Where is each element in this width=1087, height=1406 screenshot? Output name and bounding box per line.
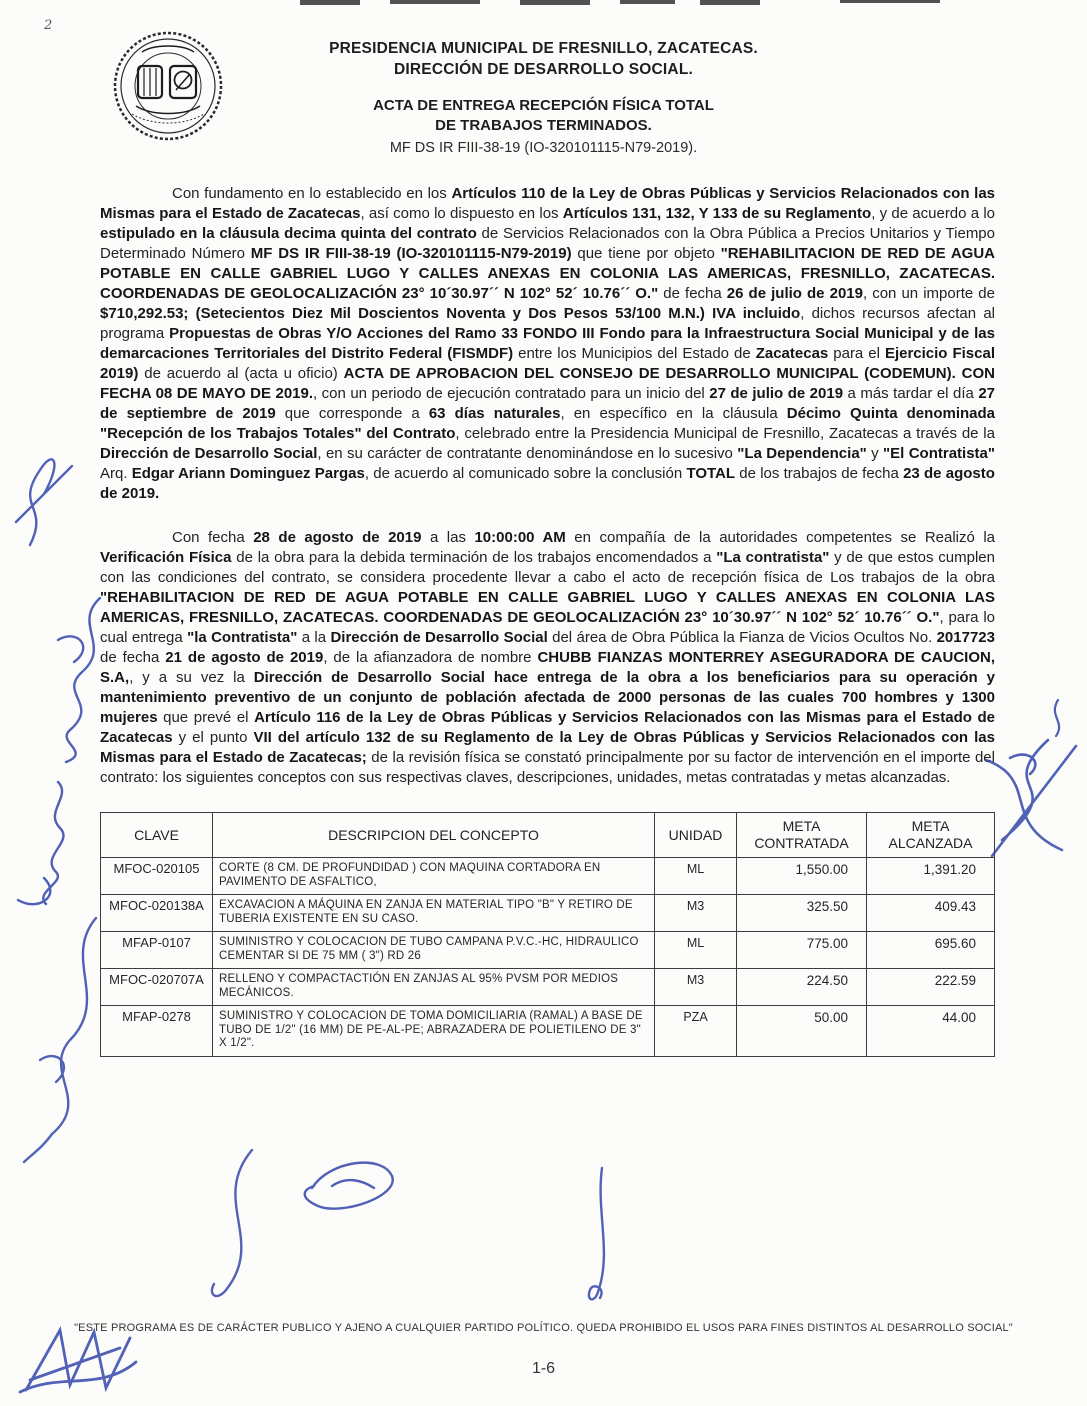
- title-line-2: DE TRABAJOS TERMINADOS.: [435, 117, 652, 134]
- bold-text-run: "la Contratista": [187, 629, 298, 646]
- cell-meta-contratada: 1,550.00: [737, 858, 867, 895]
- text-run: de Servicios Relacionados con la Obra Pública a Precios Unitarios y Tiempo Determinado Número: [100, 225, 995, 262]
- bold-text-run: 27 de julio de 2019: [709, 385, 844, 402]
- cell-clave: MFAP-0278: [101, 1006, 213, 1057]
- paragraph-2: [100, 528, 995, 788]
- bold-text-run: VII del artículo 132 de su Reglamento de la Ley de Obras Públicas y Servicios Relacionados con las Mismas para el Estado de Zacatecas;: [100, 729, 995, 766]
- bold-text-run: Dirección de Desarrollo Social: [100, 445, 318, 462]
- bold-text-run: CHUBB FIANZAS MONTERREY ASEGURADORA DE CAUCION, S.A,: [100, 649, 995, 686]
- text-run: que corresponde a: [275, 405, 429, 422]
- text-run: , para lo cual entrega: [100, 609, 996, 646]
- bold-text-run: 23 de agosto de 2019.: [100, 465, 995, 502]
- signature-left-mid: [58, 598, 100, 762]
- text-run: , celebrado entre la Presidencia Municipal de Fresnillo, Zacatecas a través de la: [455, 425, 995, 442]
- signature-right-tick: [1055, 700, 1059, 736]
- text-run: que prevé el: [157, 709, 255, 726]
- text-run: y el punto: [172, 729, 254, 746]
- text-run: que tiene por objeto: [571, 245, 721, 262]
- bold-text-run: "La Dependencia": [737, 445, 867, 462]
- bold-text-run: 26 de julio de 2019: [726, 285, 863, 302]
- text-run: , y de acuerdo a lo: [871, 205, 995, 222]
- text-run: , de acuerdo al comunicado sobre la conclusión: [364, 465, 687, 482]
- table-header-row: [101, 813, 995, 858]
- table-row: [101, 932, 995, 969]
- text-run: Con fecha: [172, 529, 254, 546]
- bold-text-run: Zacatecas: [755, 345, 829, 362]
- bold-text-run: 10:00:00 AM: [474, 529, 566, 546]
- cell-meta-contratada: 50.00: [737, 1006, 867, 1057]
- metas-table-body: [101, 858, 995, 1057]
- metas-table-head: [101, 813, 995, 858]
- text-run: de acuerdo al (acta u oficio): [138, 365, 344, 382]
- cell-meta-contratada: 775.00: [737, 932, 867, 969]
- bold-text-run: Verificación Física: [100, 549, 232, 566]
- contract-reference: MF DS IR FIII-38-19 (IO-320101115-N79-2019).: [389, 140, 698, 156]
- page-number: 1-6: [531, 1360, 556, 1377]
- text-run: de los trabajos de fecha: [735, 465, 904, 482]
- metas-table: [100, 812, 995, 1057]
- bold-text-run: Edgar Ariann Dominguez Pargas: [131, 465, 365, 482]
- cell-meta-alcanzada: 222.59: [867, 969, 995, 1006]
- cell-meta-alcanzada: 44.00: [867, 1006, 995, 1057]
- document-title: [0, 96, 1087, 158]
- bold-text-run: "REHABILITACION DE RED DE AGUA POTABLE EN CALLE GABRIEL LUGO Y CALLES ANEXAS EN COLONIA LAS AMERICAS, FRESNILLO, ZACATECAS. COORDENADAS DE GEOLOCALIZACIÓN 23° 10´30.97´´ N 102° 52´ 10.76´´ O.": [100, 245, 996, 302]
- bold-text-run: Artículo 116 de la Ley de Obras Públicas y Servicios Relacionados con las Mismas para el Estado de Zacatecas: [100, 709, 995, 746]
- cell-meta-alcanzada: 409.43: [867, 895, 995, 932]
- bold-text-run: Artículos 110 de la Ley de Obras Públicas y Servicios Relacionados con las Mismas para el Estado de Zacatecas: [100, 185, 995, 222]
- cell-clave: MFOC-020138A: [101, 895, 213, 932]
- footer-disclaimer: "ESTE PROGRAMA ES DE CARÁCTER PUBLICO Y AJENO A CUALQUIER PARTIDO POLÍTICO. QUEDA PROHIBIDO EL USOS PARA FINES DISTINTOS AL DESARROLLO SOCIAL": [74, 1322, 1013, 1334]
- text-run: en compañía de la autoridades competentes se Realizó la: [565, 529, 996, 546]
- cell-descripcion: CORTE (8 CM. DE PROFUNDIDAD ) CON MAQUINA CORTADORA EN PAVIMENTO DE ASFALTICO,: [213, 858, 655, 895]
- text-run: de la obra para la debida terminación de los trabajos encomendados a: [231, 549, 717, 566]
- text-run: a la: [297, 629, 331, 646]
- bold-text-run: 28 de agosto de 2019: [253, 529, 422, 546]
- header-clave: CLAVE: [101, 813, 213, 858]
- text-run: a las: [421, 529, 475, 546]
- table-row: [101, 858, 995, 895]
- bold-text-run: 27 de septiembre de 2019: [100, 385, 995, 422]
- signature-left-curls: [18, 782, 63, 904]
- cell-meta-alcanzada: 695.60: [867, 932, 995, 969]
- text-run: entre los Municipios del Estado de: [513, 345, 756, 362]
- cell-clave: MFOC-020105: [101, 858, 213, 895]
- text-run: y: [866, 445, 884, 462]
- text-run: a más tardar el día: [843, 385, 979, 402]
- bold-text-run: ACTA DE APROBACION DEL CONSEJO DE DESARROLLO MUNICIPAL (CODEMUN). CON FECHA 08 DE MAYO DE 2019.: [100, 365, 995, 402]
- bold-text-run: Dirección de Desarrollo Social hace entrega de la obra a los beneficiarios para su operación y mantenimiento preventivo de un conjunto de población afectada de 2000 personas de las cuales 700 hombres y 1300 mujeres: [100, 669, 995, 726]
- table-row: [101, 895, 995, 932]
- bold-text-run: TOTAL: [686, 465, 736, 482]
- header-descripcion: DESCRIPCION DEL CONCEPTO: [213, 813, 655, 858]
- cell-descripcion: RELLENO Y COMPACTACTIÓN EN ZANJAS AL 95% PVSM POR MEDIOS MECÁNICOS.: [213, 969, 655, 1006]
- bold-text-run: 2017723: [936, 629, 995, 646]
- text-run: , con un importe de: [862, 285, 995, 302]
- document-header: [0, 38, 1087, 158]
- corner-page-mark: 2: [44, 18, 53, 33]
- bold-text-run: Propuestas de Obras Y/O Acciones del Ramo 33 FONDO III Fondo para la Infraestructura Social Municipal y de las demarcaciones Territoriales del Distrito Federal (FISMDF): [100, 325, 995, 362]
- scan-artifact: [300, 0, 940, 5]
- cell-meta-alcanzada: 1,391.20: [867, 858, 995, 895]
- cell-descripcion: EXCAVACION A MÁQUINA EN ZANJA EN MATERIAL TIPO "B" Y RETIRO DE TUBERIA EXISTENTE EN SU CASO.: [213, 895, 655, 932]
- institution-line-2: DIRECCIÓN DE DESARROLLO SOCIAL.: [394, 61, 693, 78]
- text-run: , en su carácter de contratante denominándose en lo sucesivo: [317, 445, 738, 462]
- text-run: , de la afianzadora de nombre: [323, 649, 538, 666]
- paragraph-1: [100, 184, 995, 504]
- text-run: y de que estos cumplen con las condiciones del contrato, se considera procedente llevar a cabo el acto de recepción física de Los trabajos de la obra: [100, 549, 995, 586]
- signature-left-lower: [24, 918, 96, 1162]
- header-meta-contratada: META CONTRATADA: [737, 813, 867, 858]
- header-meta-alcanzada: META ALCANZADA: [867, 813, 995, 858]
- signature-right: [986, 740, 1076, 856]
- bold-text-run: "El Contratista": [883, 445, 995, 462]
- text-run: , así como lo dispuesto en los: [360, 205, 563, 222]
- text-run: de la revisión física se constató principalmente por su factor de intervención en el importe del contrato: los siguientes conceptos con sus respectivas claves, descripciones, unidades, metas contratadas y metas alcanzadas.: [100, 749, 995, 786]
- cell-meta-contratada: 224.50: [737, 969, 867, 1006]
- title-line-1: ACTA DE ENTREGA RECEPCIÓN FÍSICA TOTAL: [373, 97, 714, 114]
- bold-text-run: MF DS IR FIII-38-19 (IO-320101115-N79-2019): [250, 245, 572, 262]
- text-run: Con fundamento en lo establecido en los: [172, 185, 452, 202]
- bold-text-run: 63 días naturales: [428, 405, 561, 422]
- bold-text-run: estipulado en la cláusula decima quinta del contrato: [100, 225, 477, 242]
- bold-text-run: "REHABILITACION DE RED DE AGUA POTABLE EN CALLE GABRIEL LUGO Y CALLES ANEXAS EN COLONIA LAS AMERICAS, FRESNILLO, ZACATECAS. COORDENADAS DE GEOLOCALIZACIÓN 23° 10´30.97´´ N 102° 52´ 10.76´´ O.": [100, 589, 995, 626]
- bold-text-run: $710,292.53; (Setecientos Diez Mil Doscientos Noventa y Dos Pesos 53/100 M.N.) IVA incluido: [100, 305, 801, 322]
- text-run: , con un periodo de ejecución contratado para un inicio del: [313, 385, 710, 402]
- text-run: del área de Obra Pública la Fianza de Vicios Ocultos No.: [547, 629, 937, 646]
- institution-line-1: PRESIDENCIA MUNICIPAL DE FRESNILLO, ZACATECAS.: [329, 40, 758, 57]
- text-run: , dichos recursos afectan al programa: [100, 305, 996, 342]
- bold-text-run: Ejercicio Fiscal 2019): [100, 345, 995, 382]
- cell-clave: MFAP-0107: [101, 932, 213, 969]
- cell-unidad: PZA: [655, 1006, 737, 1057]
- table-row: [101, 1006, 995, 1057]
- text-run: de fecha: [100, 649, 166, 666]
- signature-vertical-stroke: [589, 1168, 604, 1299]
- cell-descripcion: SUMINISTRO Y COLOCACION DE TOMA DOMICILIARIA (RAMAL) A BASE DE TUBO DE 1/2" (16 MM) DE PE-AL-PE; ABRAZADERA DE POLIETILENO DE 3" X 1/2".: [213, 1006, 655, 1057]
- cell-unidad: ML: [655, 858, 737, 895]
- document-body: [100, 184, 995, 1057]
- cell-descripcion: SUMINISTRO Y COLOCACION DE TUBO CAMPANA P.V.C.-HC, HIDRAULICO CEMENTAR SI DE 75 MM ( 3") RD 26: [213, 932, 655, 969]
- bold-text-run: "La contratista": [716, 549, 830, 566]
- cell-unidad: M3: [655, 969, 737, 1006]
- text-run: de fecha: [658, 285, 727, 302]
- cell-meta-contratada: 325.50: [737, 895, 867, 932]
- bold-text-run: Artículos 131, 132, Y 133 de su Reglamento: [562, 205, 872, 222]
- text-run: , en específico en la cláusula: [560, 405, 787, 422]
- signature-tall-loop: [212, 1150, 252, 1296]
- text-run: , y a su vez la: [129, 669, 254, 686]
- text-run: Arq.: [100, 465, 132, 482]
- bold-text-run: Dirección de Desarrollo Social: [330, 629, 548, 646]
- table-row: [101, 969, 995, 1006]
- bold-text-run: 21 de agosto de 2019: [165, 649, 324, 666]
- cell-unidad: M3: [655, 895, 737, 932]
- text-run: para el: [828, 345, 885, 362]
- signature-center-circled: [305, 1163, 393, 1209]
- cell-unidad: ML: [655, 932, 737, 969]
- cell-clave: MFOC-020707A: [101, 969, 213, 1006]
- header-unidad: UNIDAD: [655, 813, 737, 858]
- bold-text-run: Décimo Quinta denominada "Recepción de los Trabajos Totales" del Contrato: [100, 405, 995, 442]
- signature-left-upper: [16, 459, 72, 545]
